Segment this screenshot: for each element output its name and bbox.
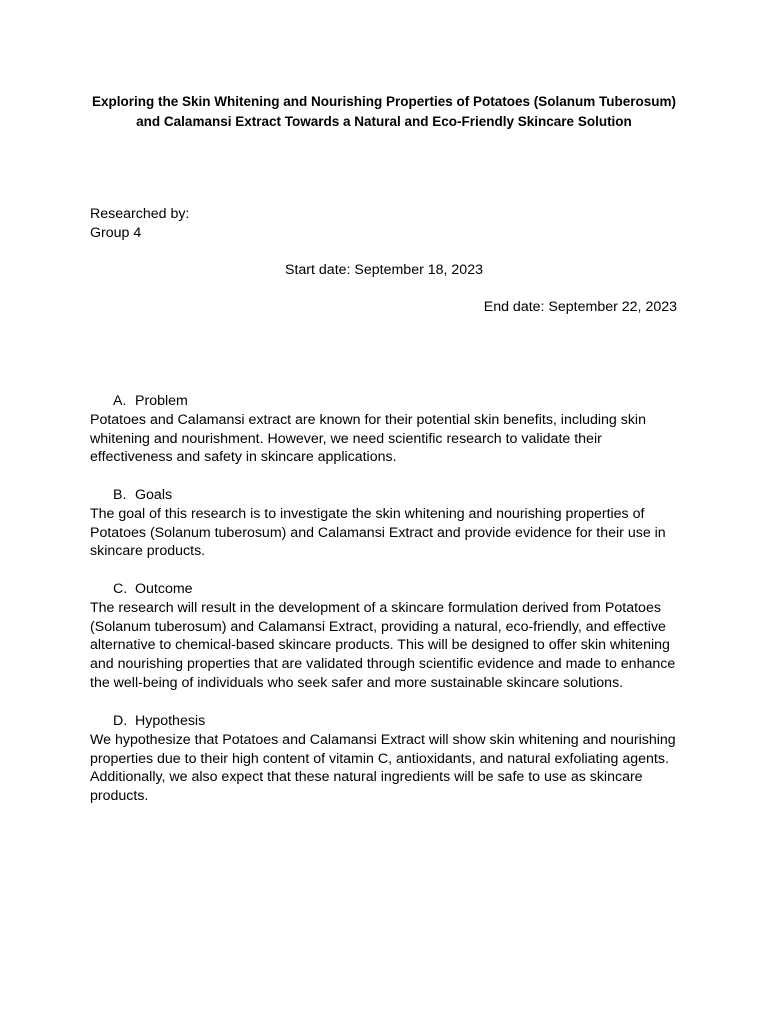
section-heading	[90, 712, 680, 731]
section-goals	[90, 486, 680, 561]
section-body: The research will result in the development of a skincare formulation derived from Potatoes (Solanum tuberosum) and Calamansi Extract, providing a natural, eco-friendly, and effective alternative to chemical-based skincare products. This will be designed to offer skin whitening and nourishing properties that are validated through scientific evidence and made to enhance the well-being of individuals who seek safer and more sustainable skincare solutions.	[90, 599, 676, 691]
researched-by-group: Group 4	[90, 225, 142, 241]
section-problem	[90, 392, 680, 467]
section-body: We hypothesize that Potatoes and Calamansi Extract will show skin whitening and nourishing properties due to their high content of vitamin C, antioxidants, and natural exfoliating agents. Additionally, we also expect that these natural ingredients will be safe to use as skincare products.	[90, 731, 676, 805]
section-body: The goal of this research is to investigate the skin whitening and nourishing properties of Potatoes (Solanum tuberosum) and Calamansi Extract and provide evidence for their use in skincare products.	[90, 505, 666, 560]
section-outcome	[90, 580, 680, 693]
section-letter: B.	[113, 487, 127, 503]
section-letter: C.	[113, 581, 128, 597]
document-title: Exploring the Skin Whitening and Nourishing Properties of Potatoes (Solanum Tuberosum) and Calamansi Extract Towards a Natural and Eco-Friendly Skincare Solution	[91, 94, 677, 129]
researched-by-label: Researched by:	[90, 206, 190, 222]
section-letter: D.	[113, 713, 128, 729]
end-date: End date: September 22, 2023	[483, 299, 677, 315]
section-hypothesis	[90, 712, 680, 806]
start-date: Start date: September 18, 2023	[285, 262, 483, 278]
section-heading-label: Goals	[135, 487, 173, 503]
section-heading	[90, 580, 680, 599]
section-body: Potatoes and Calamansi extract are known for their potential skin benefits, including skin whitening and nourishment. However, we need scientific research to validate their effectiveness and safety in skincare applications.	[90, 411, 646, 466]
section-heading-label: Outcome	[135, 581, 193, 597]
section-heading-label: Hypothesis	[135, 713, 206, 729]
section-heading	[90, 392, 680, 411]
section-heading	[90, 486, 680, 505]
section-heading-label: Problem	[135, 393, 188, 409]
section-letter: A.	[113, 393, 127, 409]
